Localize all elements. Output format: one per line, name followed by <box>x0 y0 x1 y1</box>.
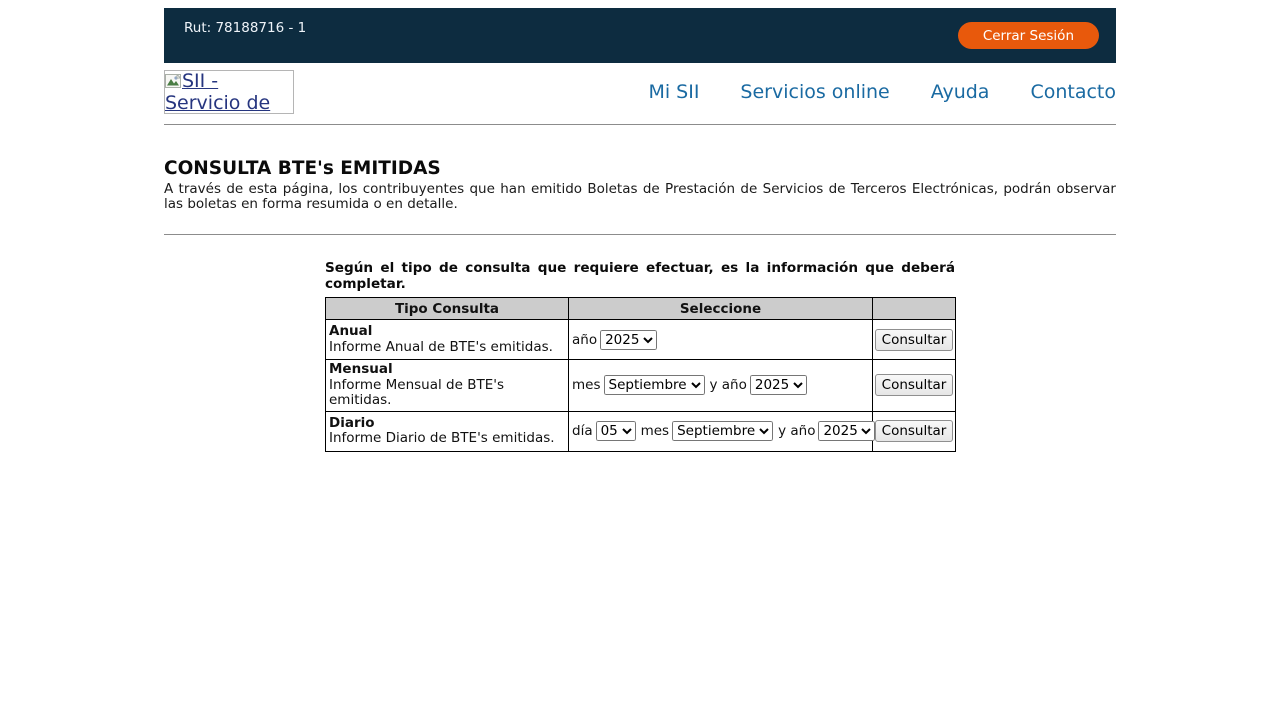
table-row-anual <box>326 320 956 360</box>
action-cell-anual <box>873 320 956 360</box>
year-label: y año <box>778 423 816 439</box>
broken-image-icon <box>165 74 181 89</box>
select-cell-diario <box>569 411 873 451</box>
year-select-mensual[interactable] <box>750 375 807 395</box>
year-select-anual[interactable] <box>600 330 657 350</box>
tipo-detail: Informe Mensual de BTE's emitidas. <box>329 376 504 408</box>
nav-link-ayuda[interactable]: Ayuda <box>930 81 990 103</box>
session-topbar <box>164 8 1116 63</box>
nav-link-mi-sii[interactable]: Mi SII <box>648 81 700 103</box>
consulta-table <box>325 297 956 452</box>
consulta-section <box>325 261 955 452</box>
action-cell-mensual <box>873 360 956 412</box>
tipo-label: Diario <box>329 414 375 431</box>
sii-logo-link[interactable] <box>164 70 294 114</box>
tipo-label: Anual <box>329 323 373 339</box>
year-select-diario[interactable] <box>818 421 875 441</box>
header-action <box>873 298 956 320</box>
header-tipo-consulta: Tipo Consulta <box>326 298 569 320</box>
year-label: año <box>572 331 598 348</box>
select-cell-anual <box>569 320 873 360</box>
day-label: día <box>572 423 593 439</box>
month-select-diario[interactable] <box>672 421 773 441</box>
site-header <box>164 70 1116 114</box>
rut-label: Rut: 78188716 - 1 <box>184 20 307 36</box>
nav-link-contacto[interactable]: Contacto <box>1030 81 1116 103</box>
tipo-cell-anual <box>326 320 569 360</box>
header-seleccione: Seleccione <box>569 298 873 320</box>
consultar-anual-button[interactable]: Consultar <box>875 329 953 351</box>
instruction-text: Según el tipo de consulta que requiere efectuar, es la información que deberá completar. <box>325 260 955 292</box>
month-select-mensual[interactable] <box>604 375 705 395</box>
nav-link-servicios-online[interactable]: Servicios online <box>740 81 890 103</box>
logo-alt-text: SII - Servicio de <box>165 70 271 114</box>
month-label: mes <box>640 423 670 439</box>
cerrar-sesion-button[interactable]: Cerrar Sesión <box>958 22 1099 49</box>
year-label: y año <box>709 377 747 394</box>
table-row-mensual <box>326 360 956 412</box>
page-container <box>164 8 1116 452</box>
tipo-cell-mensual <box>326 360 569 412</box>
consultar-diario-button[interactable]: Consultar <box>875 420 953 442</box>
tipo-cell-diario <box>326 411 569 451</box>
tipo-detail: Informe Diario de BTE's emitidas. <box>329 430 555 446</box>
select-cell-mensual <box>569 360 873 412</box>
page-description: A través de esta página, los contribuyentes que han emitido Boletas de Prestación de Servicios de Terceros Electrónicas, podrán observar las boletas en forma resumida o en detalle. <box>164 181 1116 212</box>
consultar-mensual-button[interactable]: Consultar <box>875 374 953 396</box>
header-divider <box>164 124 1116 125</box>
month-label: mes <box>572 377 601 394</box>
content-divider <box>164 234 1116 235</box>
table-row-diario <box>326 411 956 451</box>
day-select-diario[interactable] <box>596 421 636 441</box>
tipo-label: Mensual <box>329 361 393 377</box>
main-navigation <box>648 81 1116 103</box>
page-title: CONSULTA BTE's EMITIDAS <box>164 158 441 179</box>
tipo-detail: Informe Anual de BTE's emitidas. <box>329 338 553 355</box>
action-cell-diario <box>873 411 956 451</box>
table-header-row <box>326 298 956 320</box>
